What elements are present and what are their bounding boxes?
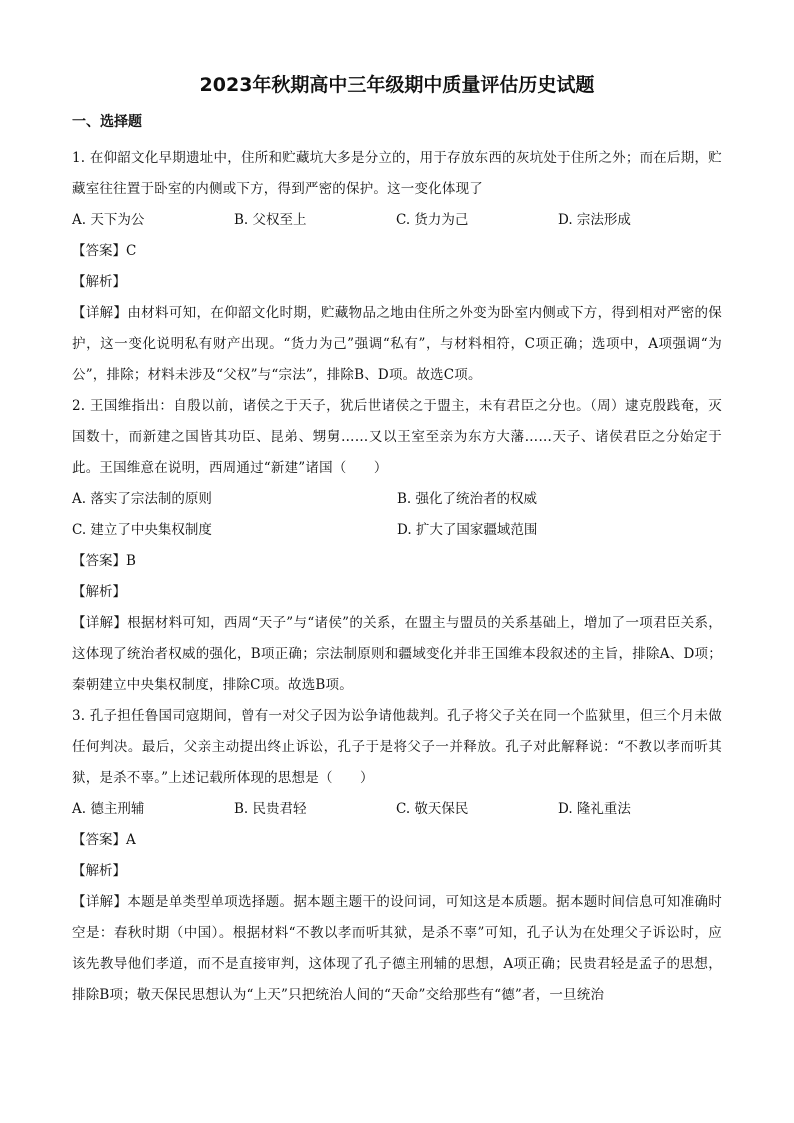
- options-row: [72, 515, 722, 546]
- answer-line: [72, 546, 722, 577]
- answer-label: 【答案】: [72, 553, 126, 569]
- option-d: D. 宗法形成: [558, 212, 631, 228]
- options-row: [72, 205, 722, 236]
- detail-paragraph: [72, 887, 722, 1011]
- answer-value: C: [126, 243, 137, 259]
- option-a: A. 天下为公: [72, 212, 145, 228]
- analysis-label: 【解析】: [72, 584, 126, 600]
- answer-label: 【答案】: [72, 832, 126, 848]
- option-c: C. 货力为己: [396, 212, 469, 228]
- option-d: D. 隆礼重法: [558, 801, 631, 817]
- detail-text: 由材料可知，在仰韶文化时期，贮藏物品之地由住所之外变为卧室内侧或下方，得到相对严密的保护，这一变化说明私有财产出现。“货力为己”强调“私有”，与材料相符，C项正确；选项中，A项强调“为公”，排除；材料未涉及“父权”与“宗法”，排除B、D项。故选C项。: [72, 305, 722, 383]
- question-stem: 3. 孔子担任鲁国司寇期间，曾有一对父子因为讼争请他裁判。孔子将父子关在同一个监狱里，但三个月未做任何判决。最后，父亲主动提出终止诉讼，孔子于是将父子一并释放。孔子对此解释说：“不教以孝而听其狱，是杀不辜。”上述记载所体现的思想是（ ）: [72, 708, 722, 786]
- question-stem: 2. 王国维指出：自殷以前，诸侯之于天子，犹后世诸侯之于盟主，未有君臣之分也。（周）逮克殷践奄，灭国数十，而新建之国皆其功臣、昆弟、甥舅……又以王室至亲为东方大藩……天子、诸侯君臣之分始定于此。王国维意在说明，西周通过“新建”诸国（ ）: [72, 398, 722, 476]
- answer-label: 【答案】: [72, 243, 126, 259]
- option-d: D. 扩大了国家疆域范围: [397, 522, 538, 538]
- detail-paragraph: [72, 298, 722, 391]
- page-title: 2023年秋期高中三年级期中质量评估历史试题: [199, 74, 595, 96]
- option-b: B. 父权至上: [234, 212, 307, 228]
- option-c: C. 建立了中央集权制度: [72, 522, 212, 538]
- detail-text: 本题是单类型单项选择题。据本题主题干的设问词，可知这是本质题。据本题时间信息可知准确时空是：春秋时期（中国）。根据材料“不教以孝而听其狱，是杀不辜”可知，孔子认为在处理父子诉讼时，应该先教导他们孝道，而不是直接审判，这体现了孔子德主刑辅的思想，A项正确；民贵君轻是孟子的思想，排除B项；敬天保民思想认为“上天”只把统治人间的“天命”交给那些有“德”者，一旦统治: [72, 894, 722, 1003]
- detail-label: 【详解】: [72, 305, 128, 321]
- section-heading: 一、选择题: [72, 114, 142, 130]
- exam-page: [72, 70, 722, 1011]
- question-2: [72, 391, 722, 701]
- answer-line: [72, 236, 722, 267]
- option-b: B. 强化了统治者的权威: [397, 491, 538, 507]
- answer-value: B: [126, 553, 136, 569]
- question-3: [72, 701, 722, 1011]
- option-b: B. 民贵君轻: [234, 801, 307, 817]
- detail-paragraph: [72, 608, 722, 701]
- question-stem: 1. 在仰韶文化早期遗址中，住所和贮藏坑大多是分立的，用于存放东西的灰坑处于住所之外；而在后期，贮藏室往往置于卧室的内侧或下方，得到严密的保护。这一变化体现了: [72, 150, 722, 197]
- option-a: A. 德主刑辅: [72, 801, 145, 817]
- option-c: C. 敬天保民: [396, 801, 469, 817]
- detail-text: 根据材料可知，西周“天子”与“诸侯”的关系，在盟主与盟员的关系基础上，增加了一项君臣关系，这体现了统治者权威的强化，B项正确；宗法制原则和疆域变化并非王国维本段叙述的主旨，排除A、D项；秦朝建立中央集权制度，排除C项。故选B项。: [72, 615, 722, 693]
- detail-label: 【详解】: [72, 615, 128, 631]
- analysis-label: 【解析】: [72, 863, 126, 879]
- detail-label: 【详解】: [72, 894, 128, 910]
- answer-line: [72, 825, 722, 856]
- analysis-label: 【解析】: [72, 274, 126, 290]
- options-row: [72, 484, 722, 515]
- options-row: [72, 794, 722, 825]
- option-a: A. 落实了宗法制的原则: [72, 491, 212, 507]
- question-1: [72, 143, 722, 391]
- answer-value: A: [126, 832, 136, 848]
